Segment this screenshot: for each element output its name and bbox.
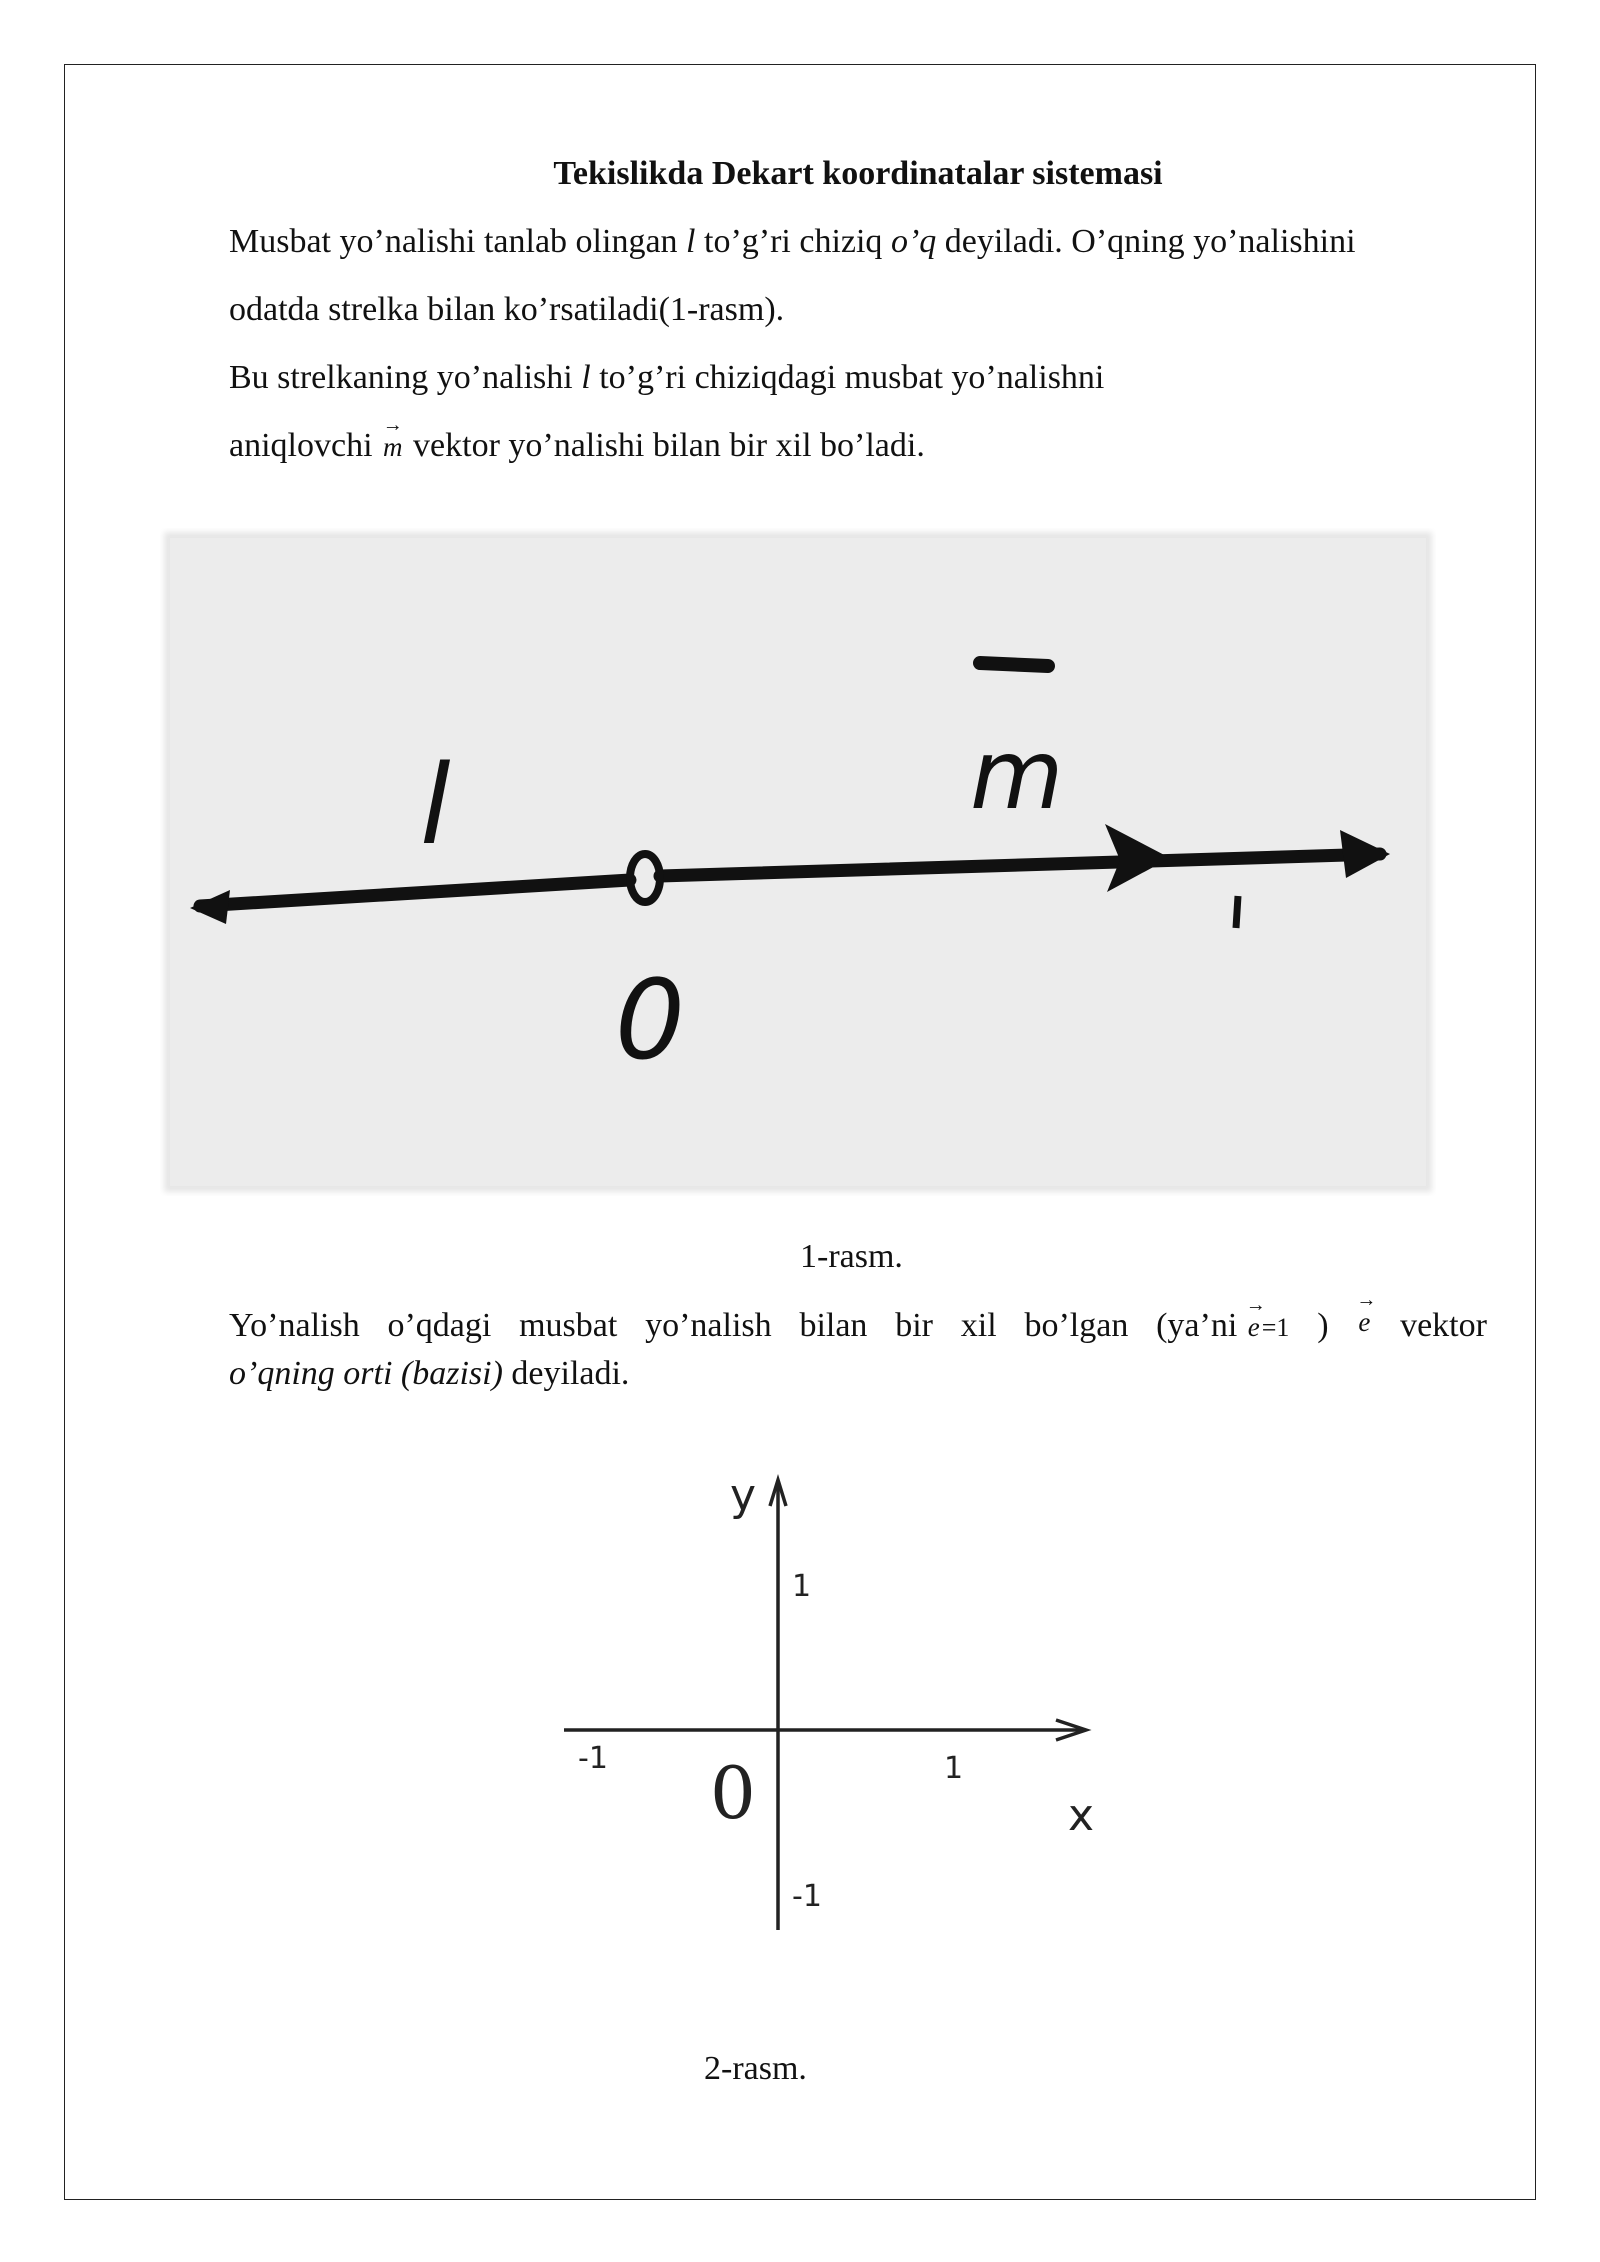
vector-m-symbol: → m (381, 431, 405, 463)
origin-label: 0 (710, 1751, 756, 1835)
basis-term: o’qning orti (bazisi) (229, 1355, 503, 1392)
paragraph-1-line-2: odatda strelka bilan ko’rsatiladi(1-rasm). (229, 291, 785, 328)
x-tick-1: 1 (944, 1751, 964, 1786)
figure-1-label-origin: 0 (615, 956, 685, 1084)
vector-e-symbol: → e (1246, 1311, 1262, 1343)
figure-2-coordinate-axes (552, 1466, 1112, 1946)
figure-1-number-line (160, 528, 1436, 1196)
y-tick-1: 1 (792, 1569, 812, 1604)
paragraph-2-line-2: o’qning orti (bazisi) deyiladi. (229, 1355, 630, 1392)
vector-e-symbol-2: → e (1356, 1306, 1372, 1347)
y-axis-label: y (730, 1470, 757, 1521)
figure-1-caption: 1-rasm. (800, 1238, 903, 1275)
x-axis-label: x (1068, 1790, 1095, 1841)
paragraph-1-line-4: aniqlovchi → m vektor yo’nalishi bilan bir xil bo’ladi. (229, 426, 925, 467)
line-l-symbol: l (686, 223, 696, 260)
axis-term: o’q (890, 223, 937, 260)
y-tick-neg-1: -1 (792, 1879, 822, 1914)
figure-2-caption: 2-rasm. (704, 2050, 807, 2087)
paragraph-1-line-1: Musbat yo’nalishi tanlab olingan l to’g’ri chiziq o’q deyiladi. O’qning yo’nalishini (229, 223, 1356, 260)
paragraph-1-line-3: Bu strelkaning yo’nalishi l to’g’ri chiziqdagi musbat yo’nalishni (229, 359, 1105, 396)
paragraph-2-line-1: Yo’nalish o’qdagi musbat yo’nalish bilan bir xil bo’lgan (ya’ni → e=1 ) → e vektor (229, 1306, 1487, 1347)
figure-1-label-m: m (970, 719, 1064, 831)
page-title: Tekislikda Dekart koordinatalar sistemasi (553, 155, 1163, 192)
x-tick-neg-1: -1 (578, 1741, 608, 1776)
figure-1-label-l: l (420, 741, 451, 869)
